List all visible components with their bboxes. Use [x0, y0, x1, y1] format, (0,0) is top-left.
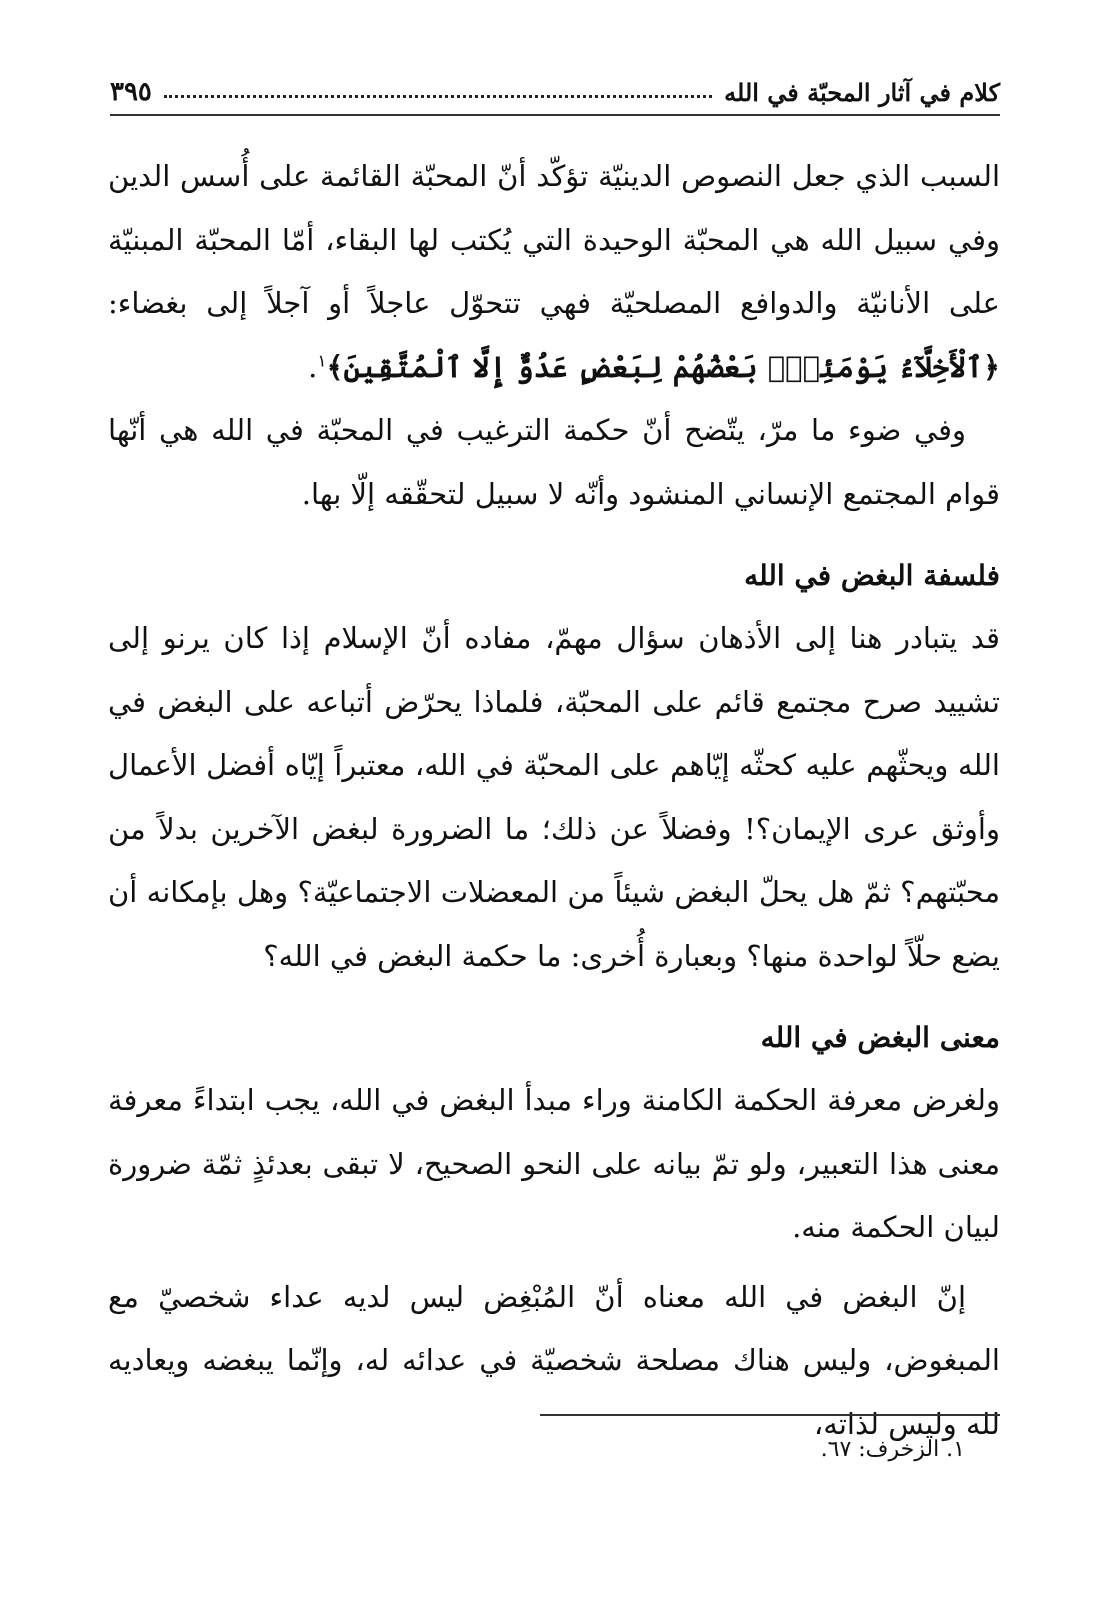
body-text	[108, 145, 1000, 1456]
paragraph-meaning-definition: إنّ البغض في الله معناه أنّ المُبْغِض ليس لديه عداء شخصيّ مع المبغوض، وليس هناك مصلحة شخصيّة في عدائه له، وإنّما يبغضه ويعاديه لله وليس لذاته،	[108, 1279, 1000, 1441]
paragraph-text: السبب الذي جعل النصوص الدينيّة تؤكّد أنّ المحبّة القائمة على أُسس الدين وفي سبيل الله هي المحبّة الوحيدة التي يُكتب لها البقاء، أمّا المحبّة المبنيّة على الأنانيّة والدوافع المصلحيّة فهي تتحوّل عاجلاً أو آجلاً إلى بغضاء:	[108, 159, 1000, 320]
section-heading-philosophy-of-hatred: فلسفة البغض في الله	[744, 559, 1000, 592]
quran-verse: ﴿ٱلْأَخِلَّآءُ يَوْمَئِذِۭ بَعْضُهُمْ لِبَعْضٍ عَدُوٌّ إِلَّا ٱلْمُتَّقِينَ﴾	[326, 349, 1000, 384]
paragraph-end-punct: .	[308, 349, 318, 384]
running-title: كلام في آثار المحبّة في الله	[724, 77, 1000, 107]
footnote-reference: ١	[317, 350, 327, 371]
footnote-rule	[540, 1414, 1000, 1416]
paragraph-question: قد يتبادر هنا إلى الأذهان سؤال مهمّ، مفاده أنّ الإسلام إذا كان يرنو إلى تشييد صرح مجتمع قائم على المحبّة، فلماذا يحرّض أتباعه على البغض في الله ويحثّهم عليه كحثّه إيّاهم على المحبّة في الله، معتبراً إيّاه أفضل الأعمال وأوثق عرى الإيمان؟! وفضلاً عن ذلك؛ ما الضرورة لبغض الآخرين بدلاً من محبّتهم؟ ثمّ هل يحلّ البغض شيئاً من المعضلات الاجتماعيّة؟ وهل بإمكانه أن يضع حلّاً لواحدة منها؟ وبعبارة أُخرى: ما حكمة البغض في الله؟	[108, 621, 1000, 973]
footnote: ١. الزخرف: ٦٧.	[820, 1437, 965, 1462]
spacer	[108, 988, 1000, 1006]
header-dot-leader	[164, 95, 712, 98]
running-header	[110, 72, 1000, 112]
header-rule	[110, 114, 1000, 116]
paragraph-love-reason	[108, 145, 1000, 399]
page-number: ٣٩٥	[110, 77, 152, 107]
section-heading-meaning-of-hatred: معنى البغض في الله	[760, 1021, 1000, 1054]
paragraph-meaning-intro: ولغرض معرفة الحكمة الكامنة وراء مبدأ البغض في الله، يجب ابتداءً معرفة معنى هذا التعبير، ولو تمّ بيانه على النحو الصحيح، لا تبقى بعدئذٍ ثمّة ضرورة لبيان الحكمة منه.	[108, 1083, 1000, 1244]
paragraph-wisdom-of-love: وفي ضوء ما مرّ، يتّضح أنّ حكمة الترغيب في المحبّة في الله هي أنّها قوام المجتمع الإنساني المنشود وأنّه لا سبيل لتحقّقه إلّا بها.	[108, 413, 1000, 511]
spacer	[108, 526, 1000, 544]
